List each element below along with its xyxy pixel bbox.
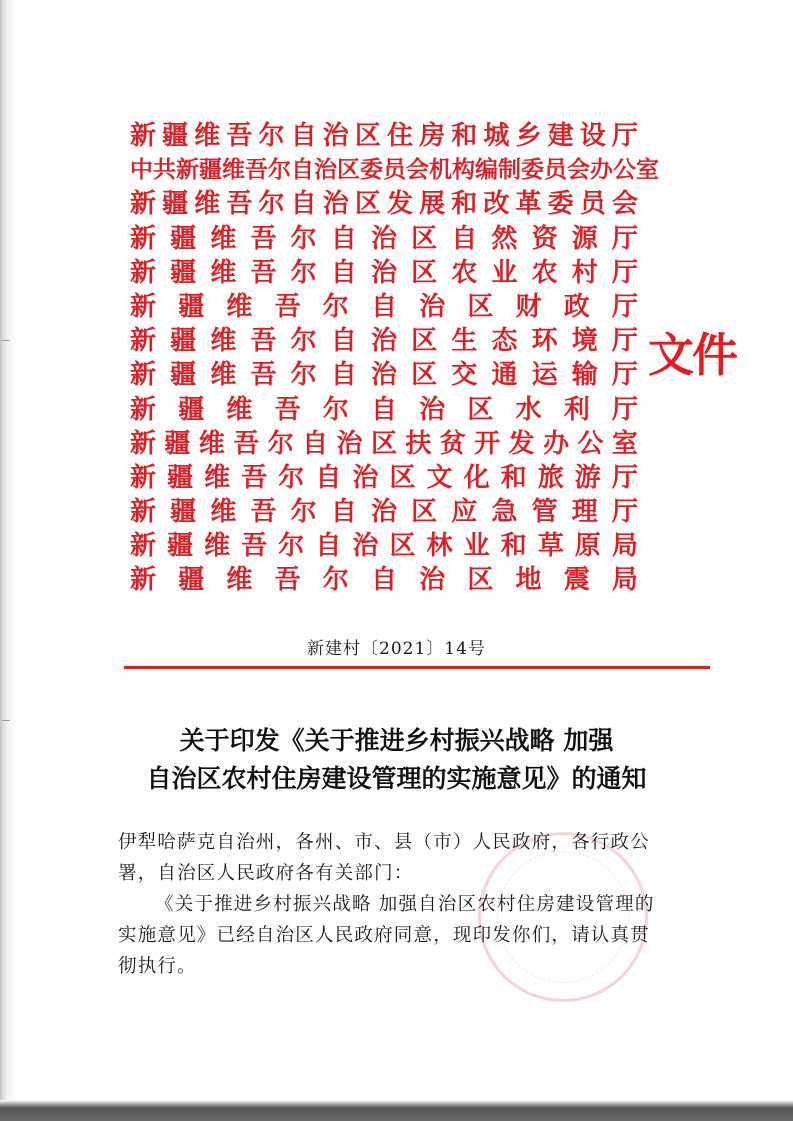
issuer-char: 疆 — [170, 326, 197, 357]
issuer-char: 吾 — [274, 394, 301, 425]
issuer-char: 厅 — [611, 497, 638, 528]
issuer-char: 业 — [491, 257, 518, 288]
issuer-char: 维 — [226, 565, 253, 596]
issuer-char: 员 — [383, 156, 406, 184]
title-line-2: 自治区农村住房建设管理的实施意见》的通知 — [146, 764, 647, 793]
scan-left-edge — [0, 0, 16, 1121]
issuer-char: 治 — [352, 531, 379, 562]
issuer-char: 新 — [130, 497, 157, 528]
issuer-char: 吾 — [274, 291, 301, 322]
issuer-char: 自 — [290, 189, 317, 220]
issuer-char: 制 — [498, 156, 521, 184]
issuer-char: 尔 — [290, 326, 317, 357]
issuer-char: 厅 — [611, 223, 638, 254]
issuer-char: 自 — [370, 394, 397, 425]
issuer-char: 区 — [354, 121, 381, 151]
issuer-char: 区 — [467, 394, 494, 425]
paragraph-line-1: 《关于推进乡村振兴战略 加强自治区农村住房建设管理的 — [155, 894, 655, 915]
issuer-char: 维 — [210, 360, 237, 391]
issuer-char: 厅 — [611, 257, 638, 288]
issuer-char: 局 — [611, 531, 638, 562]
document-number: 新建村〔2021〕14号 — [307, 639, 486, 659]
issuer-char: 林 — [426, 531, 453, 562]
issuer-char: 委 — [360, 156, 383, 184]
issuer-char: 会 — [611, 189, 638, 220]
paragraph-line-3: 彻执行。 — [118, 956, 197, 977]
issuer-char: 化 — [463, 462, 490, 493]
issuer-char: 新 — [130, 565, 157, 596]
document-title — [0, 722, 793, 798]
issuer-char: 乡 — [515, 121, 542, 151]
issuer-char: 然 — [491, 223, 518, 254]
issuer-char: 维 — [194, 189, 221, 220]
issuer-line — [130, 393, 638, 427]
issuer-char: 会 — [406, 156, 429, 184]
issuer-char: 环 — [531, 326, 558, 357]
issuer-char: 员 — [579, 189, 606, 220]
issuer-char: 厅 — [611, 326, 638, 357]
issuer-line — [130, 563, 638, 597]
issuer-char: 发 — [508, 428, 535, 459]
issuing-authorities — [130, 119, 659, 598]
issuer-char: 治 — [370, 257, 397, 288]
issuer-char: 建 — [547, 121, 574, 151]
issuer-char: 疆 — [170, 360, 197, 391]
issuer-char: 尔 — [278, 531, 305, 562]
issuer-char: 新 — [130, 326, 157, 357]
issuer-char: 房 — [419, 121, 446, 151]
issuer-char: 厅 — [611, 291, 638, 322]
issuer-char: 室 — [636, 156, 659, 184]
issuer-char: 编 — [475, 156, 498, 184]
issuer-char: 自 — [330, 257, 357, 288]
issuer-char: 治 — [370, 326, 397, 357]
issuer-char: 疆 — [170, 257, 197, 288]
issuer-char: 区 — [467, 291, 494, 322]
issuer-char: 新 — [130, 257, 157, 288]
recipients-line-2: 署，自治区人民政府各有关部门： — [118, 863, 414, 884]
issuer-char: 设 — [579, 121, 606, 151]
issuer-char: 治 — [336, 428, 363, 459]
issuer-char: 文 — [426, 462, 453, 493]
issuer-char: 尔 — [267, 428, 294, 459]
issuer-char: 交 — [451, 360, 478, 391]
issuer-char: 通 — [491, 360, 518, 391]
recipients-line-1: 伊犁哈萨克自治州，各州、市、县（市）人民政府，各行政公 — [118, 832, 650, 853]
issuer-char: 区 — [411, 326, 438, 357]
issuer-char: 政 — [563, 291, 590, 322]
issuer-char: 生 — [451, 326, 478, 357]
issuer-char: 中 — [130, 156, 153, 184]
issuer-char: 公 — [613, 156, 636, 184]
issuer-line — [130, 222, 638, 256]
issuer-char: 区 — [411, 257, 438, 288]
issuer-char: 区 — [467, 565, 494, 596]
issuer-line — [130, 119, 638, 153]
issuer-char: 区 — [411, 223, 438, 254]
issuer-char: 维 — [204, 531, 231, 562]
issuer-char: 尔 — [290, 360, 317, 391]
issuer-char: 疆 — [164, 428, 191, 459]
issuer-char: 吾 — [250, 223, 277, 254]
issuer-char: 维 — [210, 223, 237, 254]
title-line-1: 关于印发《关于推进乡村振兴战略 加强 — [179, 726, 614, 755]
issuer-char: 治 — [314, 156, 337, 184]
issuer-char: 厅 — [611, 462, 638, 493]
issuer-char: 自 — [330, 497, 357, 528]
issuer-line — [130, 290, 638, 324]
issuer-char: 发 — [387, 189, 414, 220]
issuer-char: 区 — [389, 462, 416, 493]
issuer-char: 尔 — [322, 394, 349, 425]
issuer-char: 维 — [210, 326, 237, 357]
paragraph-line-2: 实施意见》已经自治区人民政府同意，现印发你们，请认真贯 — [118, 925, 650, 946]
issuer-char: 管 — [531, 497, 558, 528]
issuer-char: 维 — [210, 497, 237, 528]
issuer-char: 疆 — [170, 223, 197, 254]
issuer-char: 疆 — [178, 394, 205, 425]
issuer-char: 自 — [315, 531, 342, 562]
issuer-char: 厅 — [611, 121, 638, 151]
issuer-char: 治 — [370, 223, 397, 254]
issuer-char: 自 — [290, 121, 317, 151]
issuer-char: 疆 — [167, 531, 194, 562]
issuer-char: 室 — [611, 428, 638, 459]
issuer-line — [130, 256, 638, 290]
issuer-char: 公 — [577, 428, 604, 459]
issuer-char: 新 — [130, 360, 157, 391]
scan-bottom-edge — [0, 1100, 793, 1121]
issuer-char: 自 — [315, 462, 342, 493]
issuer-char: 资 — [531, 223, 558, 254]
issuer-char: 治 — [370, 360, 397, 391]
issuer-char: 尔 — [258, 121, 285, 151]
issuer-char: 改 — [483, 189, 510, 220]
issuer-char: 吾 — [250, 497, 277, 528]
issuer-char: 新 — [130, 291, 157, 322]
issuer-char: 治 — [322, 189, 349, 220]
issuer-char: 自 — [302, 428, 329, 459]
issuer-char: 水 — [515, 394, 542, 425]
issuer-char: 游 — [574, 462, 601, 493]
issuer-char: 尔 — [258, 189, 285, 220]
issuer-char: 急 — [491, 497, 518, 528]
issuer-char: 维 — [222, 156, 245, 184]
issuer-char: 委 — [547, 189, 574, 220]
issuer-line — [130, 358, 638, 392]
issuer-char: 机 — [429, 156, 452, 184]
issuer-char: 吾 — [245, 156, 268, 184]
issuer-char: 治 — [419, 394, 446, 425]
issuer-char: 输 — [571, 360, 598, 391]
issuer-char: 疆 — [178, 565, 205, 596]
issuer-char: 地 — [515, 565, 542, 596]
issuer-char: 自 — [330, 360, 357, 391]
issuer-char: 自 — [330, 223, 357, 254]
issuer-char: 疆 — [199, 156, 222, 184]
issuer-char: 尔 — [290, 497, 317, 528]
issuer-line — [130, 187, 638, 221]
issuer-char: 区 — [370, 428, 397, 459]
issuer-char: 源 — [571, 223, 598, 254]
issuer-char: 疆 — [162, 121, 189, 151]
issuer-char: 维 — [210, 257, 237, 288]
issuer-char: 吾 — [250, 257, 277, 288]
issuer-char: 维 — [194, 121, 221, 151]
issuer-line — [130, 427, 638, 461]
red-separator-line — [124, 666, 710, 669]
issuer-char: 扶 — [405, 428, 432, 459]
issuer-char: 办 — [590, 156, 613, 184]
issuer-char: 态 — [491, 326, 518, 357]
issuer-line — [130, 495, 638, 529]
issuer-char: 治 — [370, 497, 397, 528]
issuer-char: 城 — [483, 121, 510, 151]
issuer-char: 治 — [419, 291, 446, 322]
issuer-char: 区 — [411, 497, 438, 528]
issuer-char: 疆 — [170, 497, 197, 528]
issuer-char: 疆 — [162, 189, 189, 220]
issuer-char: 开 — [474, 428, 501, 459]
document-body — [118, 827, 703, 982]
issuer-char: 和 — [500, 462, 527, 493]
issuer-char: 区 — [337, 156, 360, 184]
issuer-char: 革 — [515, 189, 542, 220]
document-label: 文件 — [648, 328, 736, 382]
issuer-char: 吾 — [250, 360, 277, 391]
issuer-char: 局 — [611, 565, 638, 596]
issuer-line — [130, 529, 638, 563]
issuer-char: 新 — [130, 189, 157, 220]
issuer-char: 尔 — [290, 257, 317, 288]
issuer-line — [130, 153, 659, 187]
scan-edge-mark — [2, 340, 10, 341]
issuer-char: 新 — [130, 394, 157, 425]
issuer-char: 新 — [176, 156, 199, 184]
issuer-char: 财 — [515, 291, 542, 322]
issuer-char: 新 — [130, 428, 157, 459]
issuer-char: 维 — [198, 428, 225, 459]
issuer-char: 委 — [521, 156, 544, 184]
issuer-char: 区 — [389, 531, 416, 562]
issuer-char: 震 — [563, 565, 590, 596]
issuer-char: 和 — [451, 121, 478, 151]
issuer-char: 新 — [130, 531, 157, 562]
issuer-char: 办 — [543, 428, 570, 459]
issuer-char: 治 — [419, 565, 446, 596]
issuer-char: 利 — [563, 394, 590, 425]
issuer-char: 自 — [370, 565, 397, 596]
issuer-line — [130, 461, 638, 495]
issuer-char: 尔 — [268, 156, 291, 184]
issuer-char: 境 — [571, 326, 598, 357]
issuer-char: 尔 — [322, 291, 349, 322]
issuer-char: 自 — [330, 326, 357, 357]
scan-edge-mark — [2, 720, 10, 721]
issuer-char: 自 — [291, 156, 314, 184]
issuer-char: 新 — [130, 462, 157, 493]
issuer-char: 和 — [500, 531, 527, 562]
issuer-char: 业 — [463, 531, 490, 562]
issuer-char: 治 — [352, 462, 379, 493]
issuer-char: 新 — [130, 223, 157, 254]
issuer-char: 尔 — [278, 462, 305, 493]
issuer-line — [130, 324, 638, 358]
issuer-char: 自 — [370, 291, 397, 322]
issuer-char: 治 — [322, 121, 349, 151]
issuer-char: 吾 — [241, 462, 268, 493]
issuer-char: 会 — [567, 156, 590, 184]
issuer-char: 贫 — [439, 428, 466, 459]
issuer-char: 吾 — [274, 565, 301, 596]
issuer-char: 理 — [571, 497, 598, 528]
issuer-char: 维 — [204, 462, 231, 493]
issuer-char: 应 — [451, 497, 478, 528]
issuer-char: 原 — [574, 531, 601, 562]
issuer-char: 新 — [130, 121, 157, 151]
issuer-char: 运 — [531, 360, 558, 391]
issuer-char: 区 — [354, 189, 381, 220]
issuer-char: 村 — [571, 257, 598, 288]
issuer-char: 疆 — [167, 462, 194, 493]
issuer-char: 区 — [411, 360, 438, 391]
issuer-char: 尔 — [322, 565, 349, 596]
issuer-char: 草 — [537, 531, 564, 562]
issuer-char: 展 — [419, 189, 446, 220]
issuer-char: 尔 — [290, 223, 317, 254]
issuer-char: 吾 — [241, 531, 268, 562]
issuer-char: 维 — [226, 291, 253, 322]
issuer-char: 员 — [544, 156, 567, 184]
issuer-char: 疆 — [178, 291, 205, 322]
issuer-char: 吾 — [233, 428, 260, 459]
issuer-char: 吾 — [250, 326, 277, 357]
issuer-char: 吾 — [226, 121, 253, 151]
issuer-char: 构 — [452, 156, 475, 184]
issuer-char: 厅 — [611, 394, 638, 425]
issuer-char: 住 — [387, 121, 414, 151]
issuer-char: 和 — [451, 189, 478, 220]
issuer-char: 自 — [451, 223, 478, 254]
issuer-char: 共 — [153, 156, 176, 184]
issuer-char: 农 — [451, 257, 478, 288]
issuer-char: 旅 — [537, 462, 564, 493]
issuer-char: 厅 — [611, 360, 638, 391]
issuer-char: 维 — [226, 394, 253, 425]
issuer-char: 吾 — [226, 189, 253, 220]
issuer-char: 农 — [531, 257, 558, 288]
